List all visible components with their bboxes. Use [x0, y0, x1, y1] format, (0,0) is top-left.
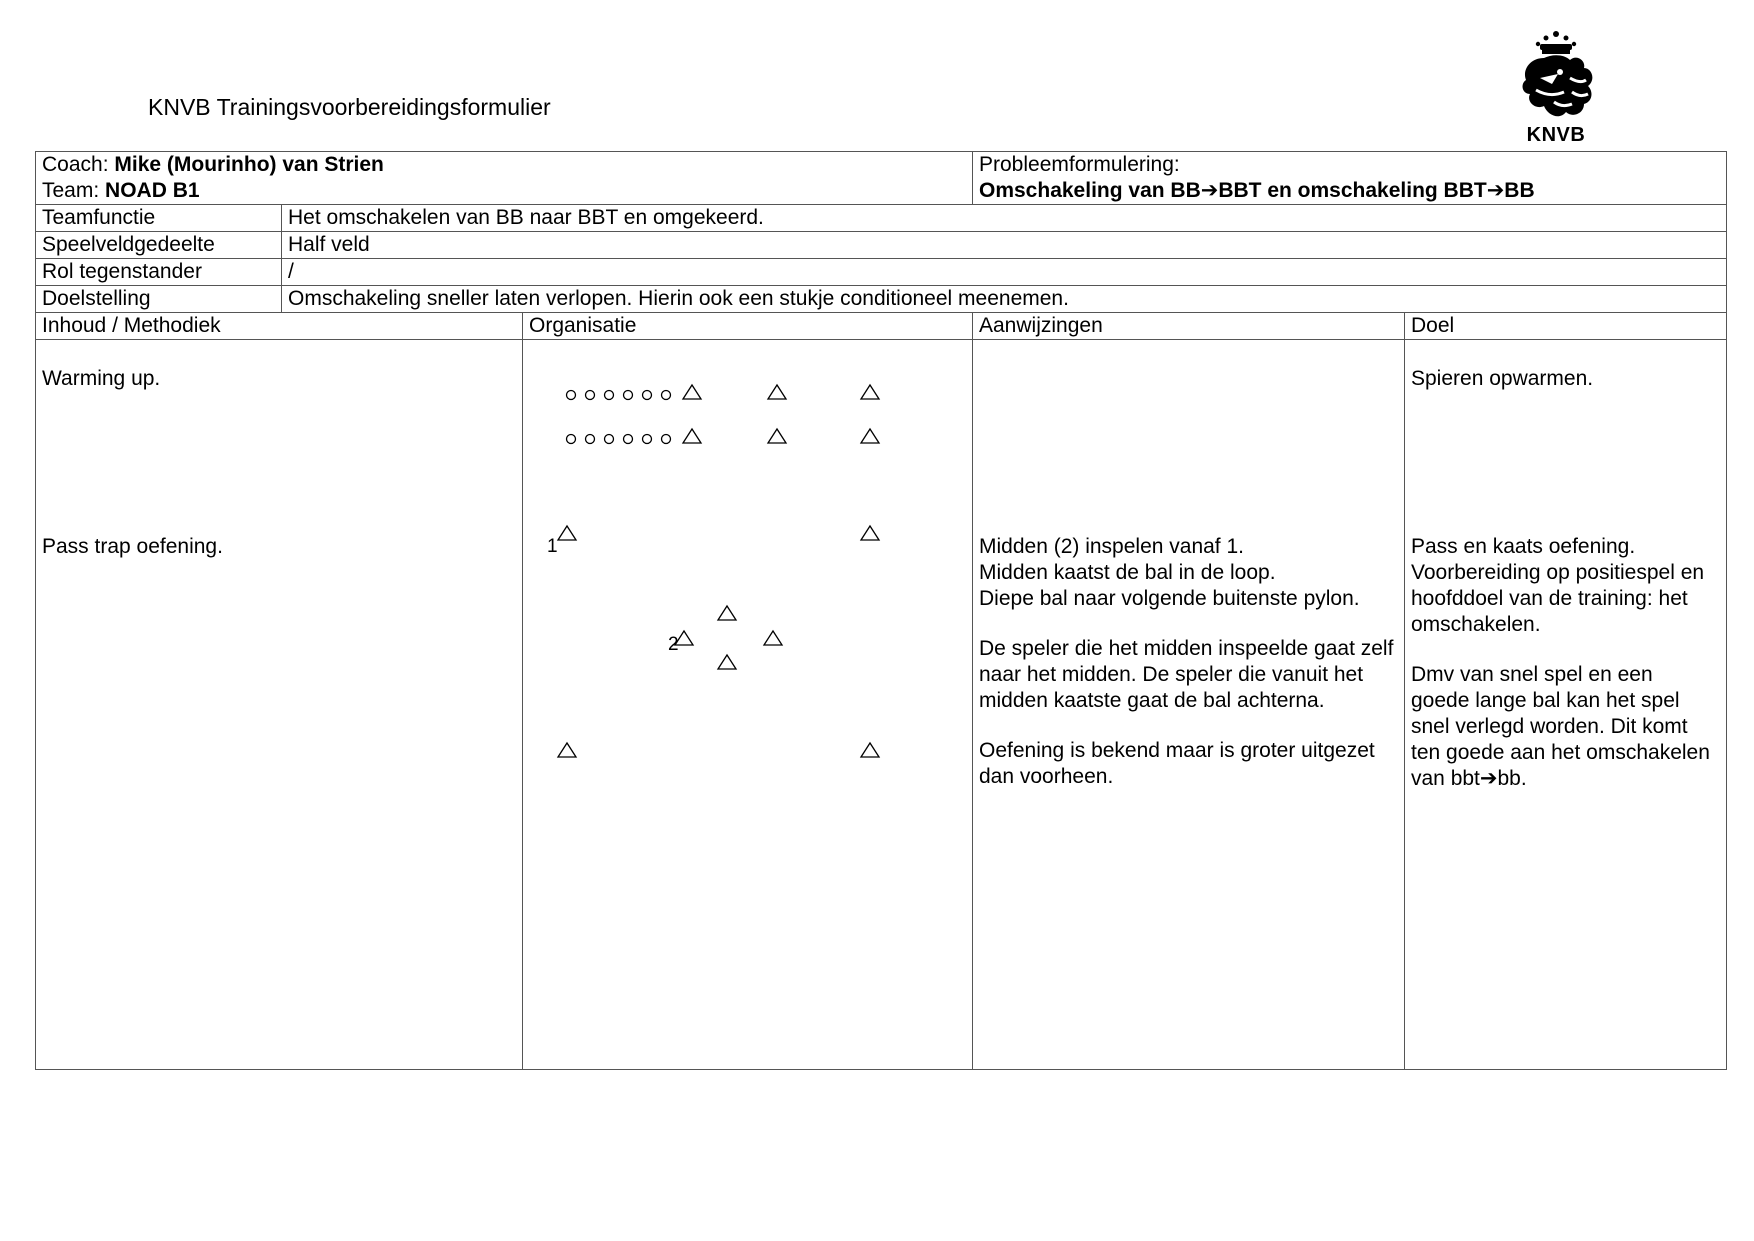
row-teamfunctie: [36, 205, 1727, 232]
aanwijzingen-text: [979, 534, 1399, 814]
row-value: Half veld: [282, 232, 1727, 259]
column-header-organisatie: Organisatie: [523, 313, 973, 340]
cone-triangles: [558, 385, 879, 757]
row-rol-tegenstander: [36, 259, 1727, 286]
training-form-table: [35, 151, 1727, 1070]
coach-label: Coach:: [42, 153, 115, 176]
row-label: Rol tegenstander: [36, 259, 282, 286]
doel-paragraph: Pass en kaats oefening. Voorbereiding op positiespel en hoofddoel van de training: het omschakelen.: [1411, 535, 1705, 636]
document-title: KNVB Trainingsvoorbereidingsformulier: [148, 94, 551, 120]
column-header-aanwijzingen: Aanwijzingen: [973, 313, 1405, 340]
row-label: Doelstelling: [36, 286, 282, 313]
organisatie-diagram: [523, 340, 973, 1069]
coach-name: Mike (Mourinho) van Strien: [114, 153, 384, 176]
header-row: [36, 152, 1727, 205]
row-value: Het omschakelen van BB naar BBT en omgekeerd.: [282, 205, 1727, 232]
inhoud-cell: [36, 340, 523, 1070]
column-header-inhoud: Inhoud / Methodiek: [36, 313, 523, 340]
team-name: NOAD B1: [105, 179, 200, 202]
row-label: Speelveldgedeelte: [36, 232, 282, 259]
doel-warming-up: Spieren opwarmen.: [1411, 367, 1594, 390]
knvb-logo: [1508, 28, 1604, 148]
player-circles: [567, 391, 671, 444]
organisatie-cell: [523, 340, 973, 1070]
row-value: Omschakeling sneller laten verlopen. Hierin ook een stukje conditioneel meenemen.: [282, 286, 1727, 313]
doel-cell: [1405, 340, 1727, 1070]
row-label: Teamfunctie: [36, 205, 282, 232]
inhoud-pass-trap: Pass trap oefening.: [42, 535, 223, 558]
position-label-2: 2: [668, 634, 679, 655]
coach-team-cell: [36, 152, 973, 205]
aanwijzing-paragraph: Midden (2) inspelen vanaf 1. Midden kaatst de bal in de loop. Diepe bal naar volgende buitenste pylon.: [979, 535, 1360, 610]
aanwijzing-paragraph: Oefening is bekend maar is groter uitgezet dan voorheen.: [979, 739, 1375, 788]
content-row: [36, 340, 1727, 1070]
position-label-1: 1: [547, 536, 558, 557]
row-value: /: [282, 259, 1727, 286]
doel-text: [1411, 534, 1716, 816]
lion-crown-icon: [1514, 28, 1598, 126]
problem-cell: [973, 152, 1727, 205]
team-label: Team:: [42, 179, 106, 202]
logo-text: KNVB: [1526, 124, 1586, 146]
column-header-doel: Doel: [1405, 313, 1727, 340]
problem-value: Omschakeling van BB➔BBT en omschakeling BBT➔BB: [979, 179, 1535, 202]
doel-paragraph: Dmv van snel spel en een goede lange bal kan het spel snel verlegd worden. Dit komt ten goede aan het omschakelen van bbt➔bb.: [1411, 663, 1710, 790]
aanwijzing-paragraph: De speler die het midden inspeelde gaat zelf naar het midden. De speler die vanuit het midden kaatste gaat de bal achterna.: [979, 637, 1394, 712]
row-speelveldgedeelte: [36, 232, 1727, 259]
aanwijzingen-cell: [973, 340, 1405, 1070]
row-doelstelling: [36, 286, 1727, 313]
column-header-row: [36, 313, 1727, 340]
inhoud-warming-up: Warming up.: [42, 367, 161, 390]
problem-label: Probleemformulering:: [979, 153, 1180, 176]
